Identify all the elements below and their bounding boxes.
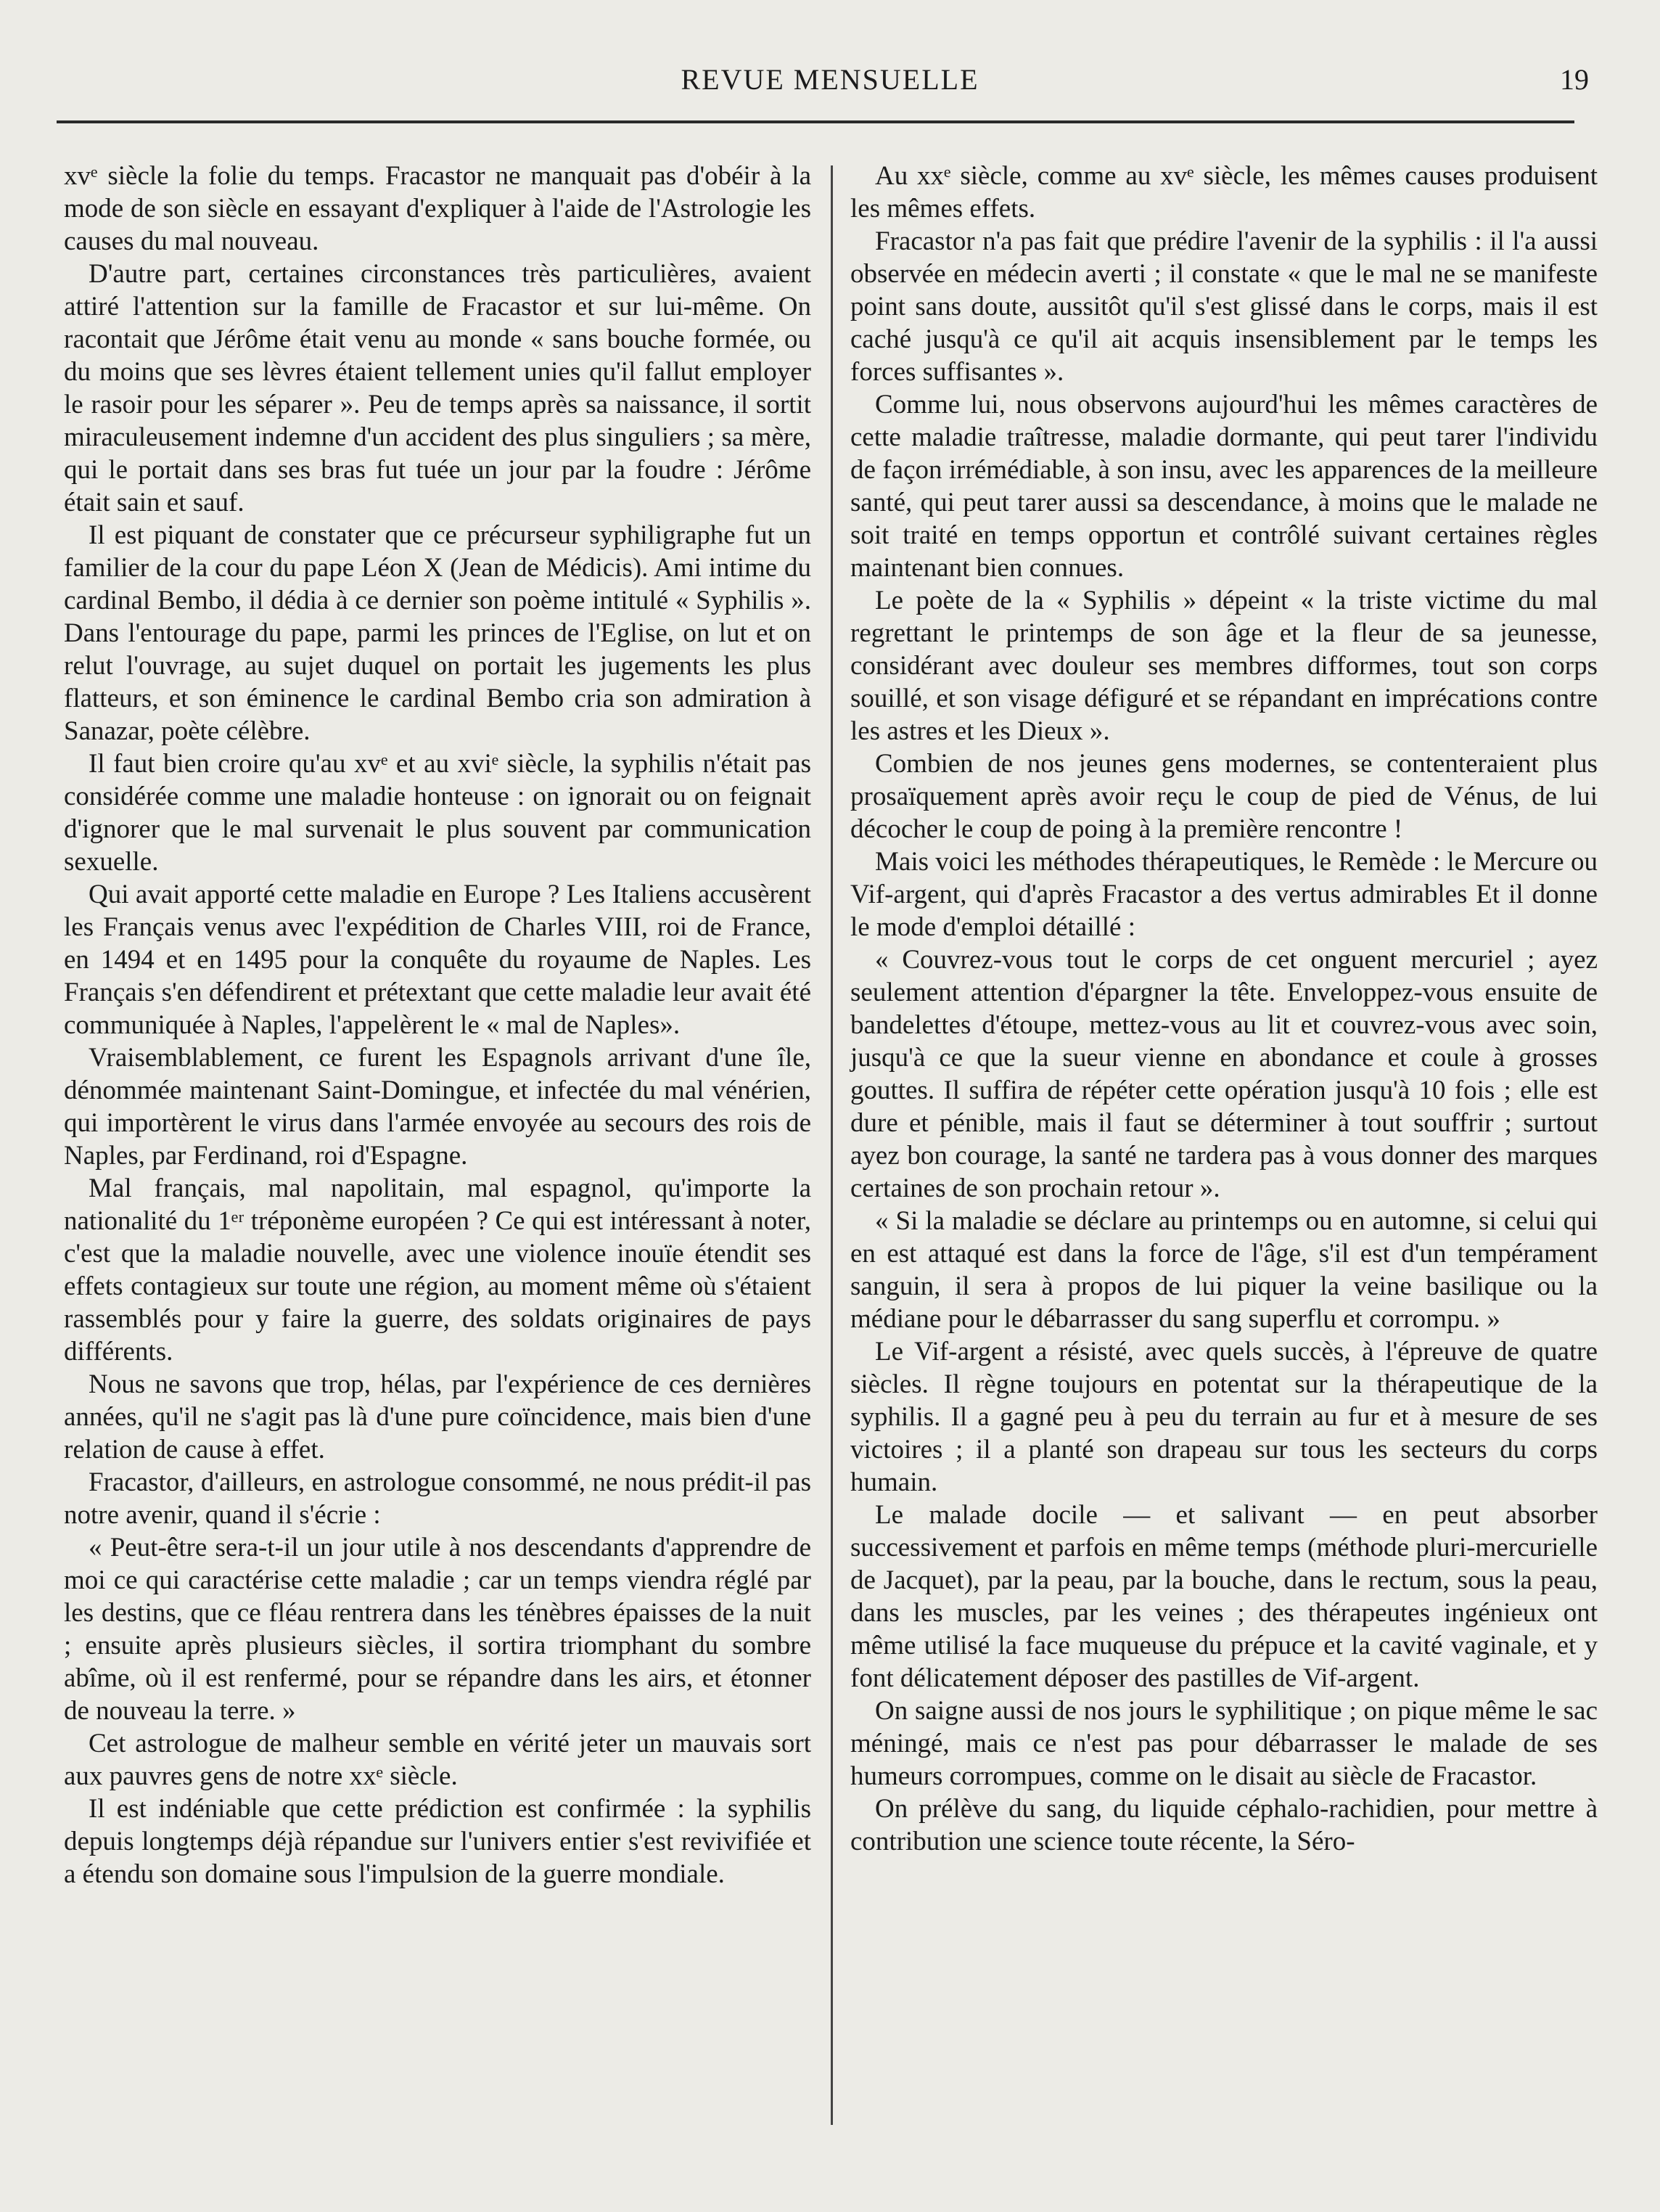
paragraph: Fracastor, d'ailleurs, en astrologue consommé, ne nous prédit-il pas notre avenir, quand il s'écrie : bbox=[64, 1467, 811, 1530]
paragraph: « Couvrez-vous tout le corps de cet onguent mercuriel ; ayez seulement attention d'épargner la tête. Enveloppez-vous ensuite de bandelettes d'étoupe, mettez-vous au lit et couvrez-vous avec soin, jusqu'à ce que la sueur vienne en abondance et coule à grosses gouttes. Il suffira de répéter cette opération jusqu'à 10 fois ; elle est dure et pénible, mais il faut se déterminer à tout souffrir ; surtout ayez bon courage, la santé ne tardera pas à vous donner des marques certaines de son prochain retour ». bbox=[850, 945, 1598, 1203]
paragraph: xvᵉ siècle la folie du temps. Fracastor ne manquait pas d'obéir à la mode de son siècle en essayant d'expliquer à l'aide de l'Astrologie les causes du mal nouveau. bbox=[64, 161, 811, 256]
paragraph: « Peut-être sera-t-il un jour utile à nos descendants d'apprendre de moi ce qui caractérise cette maladie ; car un temps viendra réglé par les destins, que ce fléau rentrera dans les ténèbres épaisses de la nuit ; ensuite après plusieurs siècles, il sortira triomphant du sombre abîme, où il est renfermé, pour se répandre dans les airs, et étonner de nouveau la terre. » bbox=[64, 1533, 811, 1726]
paragraph: Il est piquant de constater que ce précurseur syphiligraphe fut un familier de la cour du pape Léon X (Jean de Médicis). Ami intime du cardinal Bembo, il dédia à ce dernier son poème intitulé « Syphilis ». Dans l'entourage du pape, parmi les princes de l'Eglise, on lut et on relut l'ouvrage, au sujet duquel on portait les jugements les plus flatteurs, et son éminence le cardinal Bembo cria son admiration à Sanazar, poète célèbre. bbox=[64, 520, 811, 746]
left-column bbox=[64, 160, 811, 1891]
paragraph: Fracastor n'a pas fait que prédire l'avenir de la syphilis : il l'a aussi observée en médecin averti ; il constate « que le mal ne se manifeste point sans doute, aussitôt qu'il s'est glissé dans le corps, mais il est caché jusqu'à ce qu'il ait acquis insensiblement par le temps les forces suffisantes ». bbox=[850, 226, 1598, 387]
paragraph: Mais voici les méthodes thérapeutiques, le Remède : le Mercure ou Vif-argent, qui d'après Fracastor a des vertus admirables Et il donne le mode d'emploi détaillé : bbox=[850, 847, 1598, 942]
paragraph: Le malade docile — et salivant — en peut absorber successivement et parfois en même temps (méthode pluri-mercurielle de Jacquet), par la peau, par la bouche, dans le rectum, sous la peau, dans les muscles, par les veines ; des thérapeutes ingénieux ont même utilisé la face muqueuse du prépuce et la cavité vaginale, et y font délicatement déposer des pastilles de Vif-argent. bbox=[850, 1500, 1598, 1693]
paragraph: D'autre part, certaines circonstances très particulières, avaient attiré l'attention sur la famille de Fracastor et sur lui-même. On racontait que Jérôme était venu au monde « sans bouche formée, ou du moins que ses lèvres étaient tellement unies qu'il fallut employer le rasoir pour les séparer ». Peu de temps après sa naissance, il sortit miraculeusement indemne d'un accident des plus singuliers ; sa mère, qui le portait dans ses bras fut tuée un jour par la foudre : Jérôme était sain et sauf. bbox=[64, 259, 811, 517]
header-rule bbox=[57, 120, 1574, 123]
paragraph: On saigne aussi de nos jours le syphilitique ; on pique même le sac méningé, mais ce n'est pas pour débarrasser le malade de ses humeurs corrompues, comme on le disait au siècle de Fracastor. bbox=[850, 1696, 1598, 1791]
paragraph: Le Vif-argent a résisté, avec quels succès, à l'épreuve de quatre siècles. Il règne toujours en potentat sur la thérapeutique de la syphilis. Il a gagné peu à peu du terrain au fur et à mesure de ses victoires ; il a planté son drapeau sur tous les secteurs du corps humain. bbox=[850, 1337, 1598, 1497]
paragraph: Il est indéniable que cette prédiction est confirmée : la syphilis depuis longtemps déjà répandue sur l'univers entier s'est revivifiée et a étendu son domaine sous l'impulsion de la guerre mondiale. bbox=[64, 1794, 811, 1889]
page-number: 19 bbox=[1560, 63, 1589, 96]
column-divider bbox=[831, 165, 833, 2125]
paragraph: Combien de nos jeunes gens modernes, se contenteraient plus prosaïquement après avoir reçu le coup de pied de Vénus, de lui décocher le coup de poing à la première rencontre ! bbox=[850, 749, 1598, 844]
paragraph: Il faut bien croire qu'au xvᵉ et au xviᵉ siècle, la syphilis n'était pas considérée comme une maladie honteuse : on ignorait ou on feignait d'ignorer que le mal survenait le plus souvent par communication sexuelle. bbox=[64, 749, 811, 877]
running-title: REVUE MENSUELLE bbox=[681, 63, 979, 96]
paragraph: « Si la maladie se déclare au printemps ou en automne, si celui qui en est attaqué est dans la force de l'âge, s'il est d'un tempérament sanguin, il sera à propos de lui piquer la veine basilique ou la médiane pour le débarrasser du sang superflu et corrompu. » bbox=[850, 1206, 1598, 1334]
right-column bbox=[850, 160, 1598, 1858]
paragraph: Vraisemblablement, ce furent les Espagnols arrivant d'une île, dénommée maintenant Saint-Domingue, et infectée du mal vénérien, qui importèrent le virus dans l'armée envoyée au secours des rois de Naples, par Ferdinand, roi d'Espagne. bbox=[64, 1043, 811, 1171]
paragraph: Qui avait apporté cette maladie en Europe ? Les Italiens accusèrent les Français venus avec l'expédition de Charles VIII, roi de France, en 1494 et en 1495 pour la conquête du royaume de Naples. Les Français s'en défendirent et prétextant que cette maladie leur avait été communiquée à Naples, l'appelèrent le « mal de Naples». bbox=[64, 880, 811, 1040]
page-header bbox=[0, 58, 1660, 102]
paragraph: On prélève du sang, du liquide céphalo-rachidien, pour mettre à contribution une science toute récente, la Séro- bbox=[850, 1794, 1598, 1856]
paragraph: Au xxᵉ siècle, comme au xvᵉ siècle, les mêmes causes produisent les mêmes effets. bbox=[850, 161, 1598, 224]
paragraph: Le poète de la « Syphilis » dépeint « la triste victime du mal regrettant le printemps de son âge et la fleur de sa jeunesse, considérant avec douleur ses membres difformes, tout son corps souillé, et son visage défiguré et se répandant en imprécations contre les astres et les Dieux ». bbox=[850, 586, 1598, 746]
paragraph: Mal français, mal napolitain, mal espagnol, qu'importe la nationalité du 1ᵉʳ tréponème européen ? Ce qui est intéressant à noter, c'est que la maladie nouvelle, avec une violence inouïe étendit ses effets contagieux sur toute une région, au moment même où s'étaient rassemblés pour y faire la guerre, des soldats originaires de pays différents. bbox=[64, 1173, 811, 1367]
paragraph: Cet astrologue de malheur semble en vérité jeter un mauvais sort aux pauvres gens de notre xxᵉ siècle. bbox=[64, 1729, 811, 1791]
paragraph: Comme lui, nous observons aujourd'hui les mêmes caractères de cette maladie traîtresse, maladie dormante, qui peut tarer l'individu de façon irrémédiable, à son insu, avec les apparences de la meilleure santé, qui peut tarer aussi sa descendance, à moins que le malade ne soit traité en temps opportun et contrôlé suivant certaines règles maintenant bien connues. bbox=[850, 390, 1598, 583]
paragraph: Nous ne savons que trop, hélas, par l'expérience de ces dernières années, qu'il ne s'agit pas là d'une pure coïncidence, mais bien d'une relation de cause à effet. bbox=[64, 1369, 811, 1465]
